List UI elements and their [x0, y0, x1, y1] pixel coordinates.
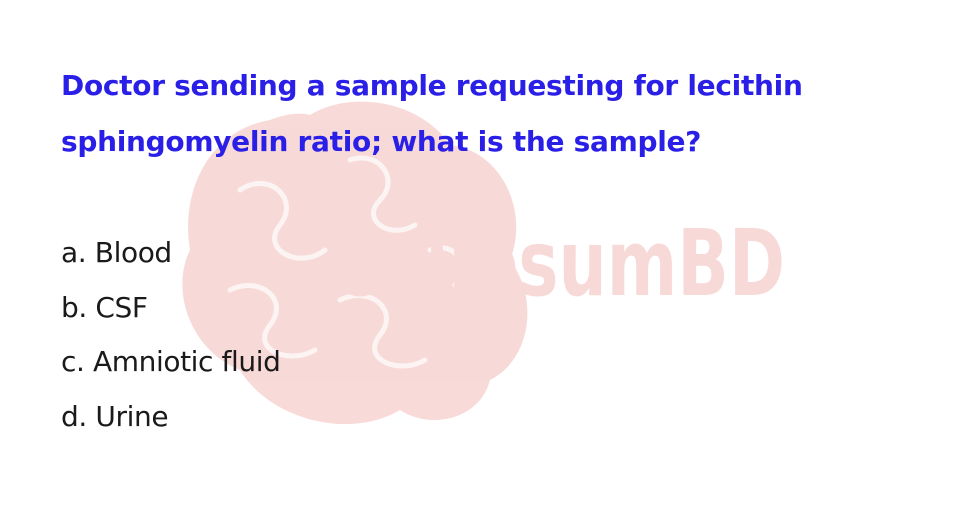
- option-text: CSF: [95, 290, 148, 324]
- option-c: [61, 335, 281, 390]
- option-text: Amniotic fluid: [93, 345, 281, 378]
- option-text: Urine: [95, 399, 169, 433]
- option-a: [61, 226, 281, 281]
- option-d: [61, 390, 281, 445]
- question-line-1: Doctor sending a sample requesting for lecithin: [61, 69, 803, 102]
- option-text: Blood: [94, 236, 172, 269]
- question-text: [61, 58, 921, 170]
- option-b: [61, 281, 281, 336]
- answer-options: [61, 226, 281, 444]
- option-letter: d.: [61, 399, 87, 433]
- option-letter: a.: [61, 236, 87, 269]
- option-letter: b.: [61, 290, 87, 324]
- option-letter: c.: [61, 345, 85, 378]
- watermark-text: CallosumBD: [330, 210, 785, 317]
- question-line-2: sphingomyelin ratio; what is the sample?: [61, 125, 702, 158]
